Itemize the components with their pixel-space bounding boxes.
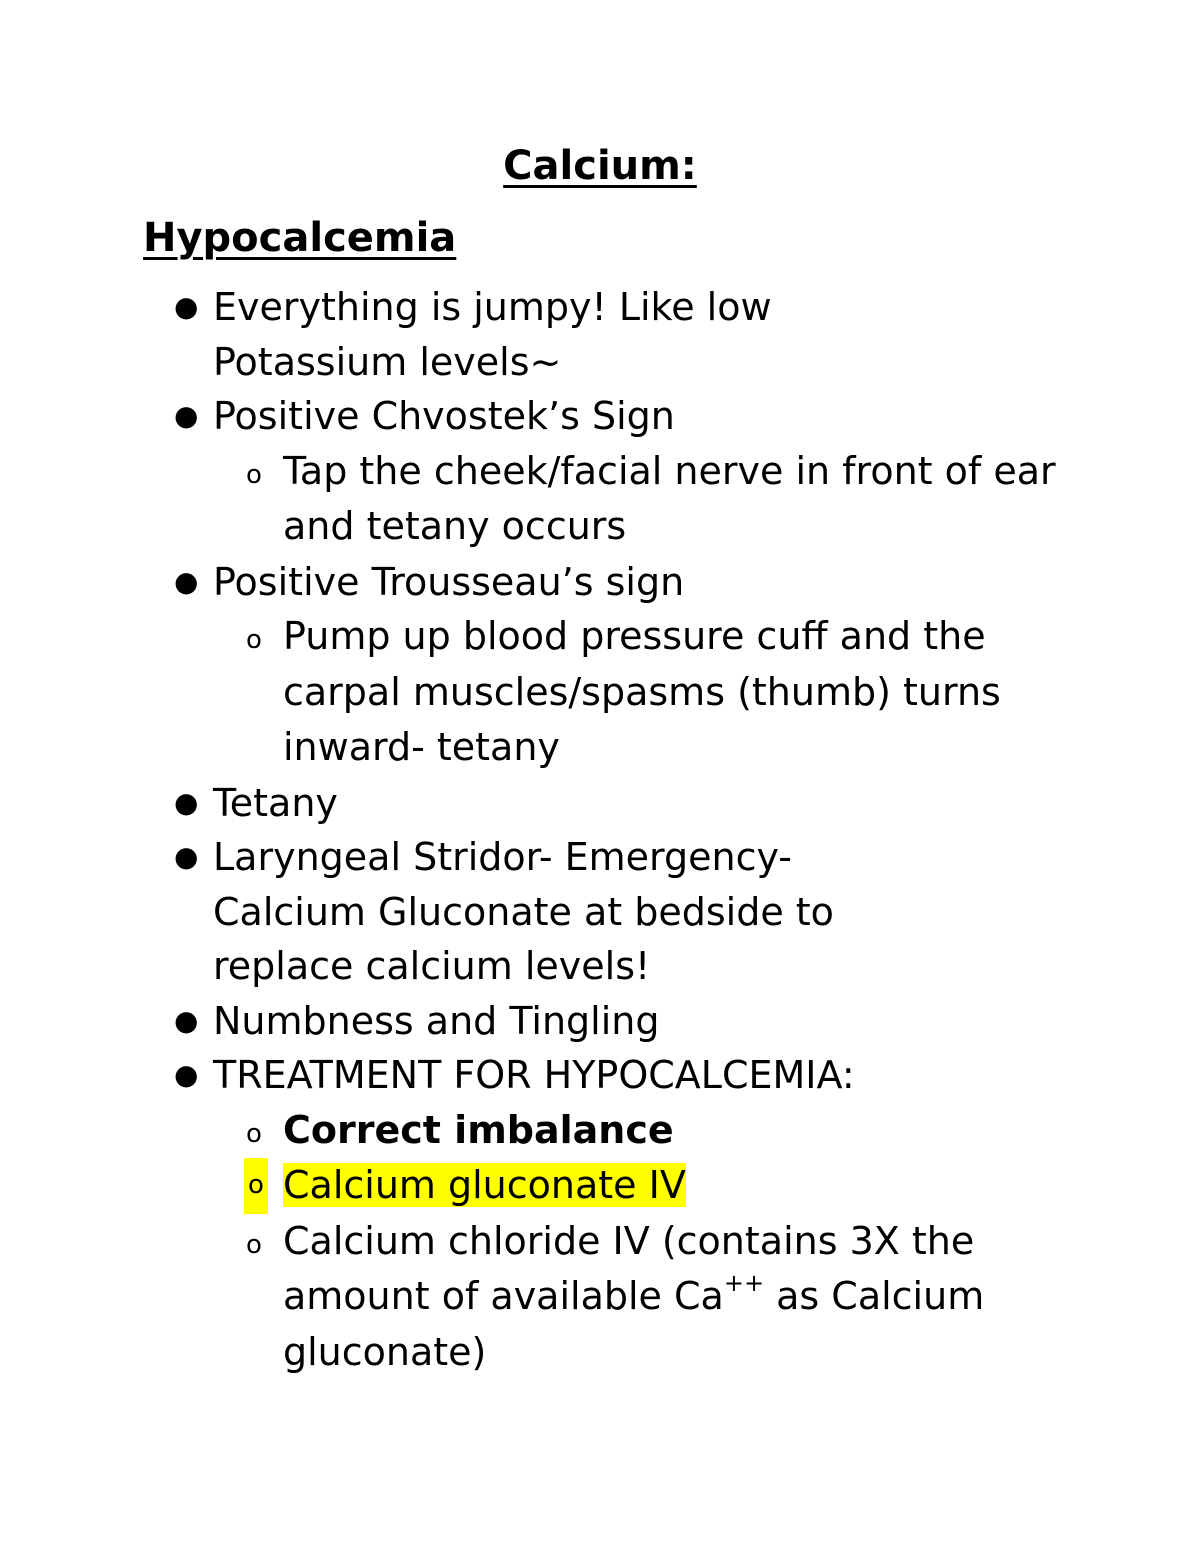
sub-list-item [0, 444, 1073, 555]
treatment-chloride-text: Calcium chloride IV (contains 3X the amount of available Ca [283, 1218, 975, 1318]
list-item-text: Positive Trousseau’s sign [213, 559, 685, 604]
circle-bullet-icon: o [246, 625, 262, 655]
treatment-gluconate-text: Calcium gluconate IV [283, 1163, 686, 1207]
list-item-text: Everything is jumpy! Like low Potassium levels~ [213, 285, 772, 384]
treatment-correct-text: Correct imbalance [283, 1107, 674, 1152]
circle-bullet-icon: o [246, 1229, 262, 1260]
list-item [0, 830, 873, 994]
list-item-text: TREATMENT FOR HYPOCALCEMIA: [213, 1053, 855, 1097]
treatment-correct-item [0, 1103, 1073, 1159]
circle-bullet-icon: o [246, 1118, 262, 1149]
list-item-text: Laryngeal Stridor- Emergency- Calcium Gluconate at bedside to replace calcium levels! [213, 835, 834, 988]
list-item [0, 280, 873, 389]
circle-bullet-icon: o [244, 1158, 268, 1214]
list-item-text: Numbness and Tingling [213, 998, 660, 1043]
page-title [0, 138, 1200, 194]
list-item-text: Tetany [213, 780, 338, 825]
heading-text: Hypocalcemia [143, 215, 457, 261]
circle-bullet-icon: o [246, 459, 262, 490]
treatment-chloride-item [0, 1214, 1073, 1381]
section-heading [143, 210, 456, 266]
superscript-charge: ++ [723, 1269, 765, 1297]
list-item [0, 994, 873, 1049]
sub-list-item [0, 609, 1073, 776]
title-text: Calcium: [503, 143, 697, 189]
list-item [0, 555, 873, 610]
bullet-icon: ● [174, 399, 199, 432]
sub-item-text: Tap the cheek/facial nerve in front of ear and tetany occurs [283, 448, 1056, 548]
list-item [0, 1048, 873, 1103]
bullet-icon: ● [174, 1058, 199, 1091]
bullet-icon: ● [174, 1003, 199, 1037]
list-item [0, 389, 873, 444]
bullet-icon: ● [174, 840, 199, 873]
treatment-gluconate-item [0, 1158, 1073, 1214]
bullet-icon: ● [174, 564, 199, 598]
treatment-chloride-text-end: as Calcium gluconate) [283, 1274, 985, 1374]
symptom-list [0, 280, 1200, 1380]
list-item [0, 776, 873, 831]
bullet-icon: ● [174, 290, 199, 323]
list-item-text: Positive Chvostek’s Sign [213, 394, 675, 438]
bullet-icon: ● [174, 785, 199, 819]
sub-item-text: Pump up blood pressure cuff and the carpal muscles/spasms (thumb) turns inward- tetany [283, 614, 1001, 769]
